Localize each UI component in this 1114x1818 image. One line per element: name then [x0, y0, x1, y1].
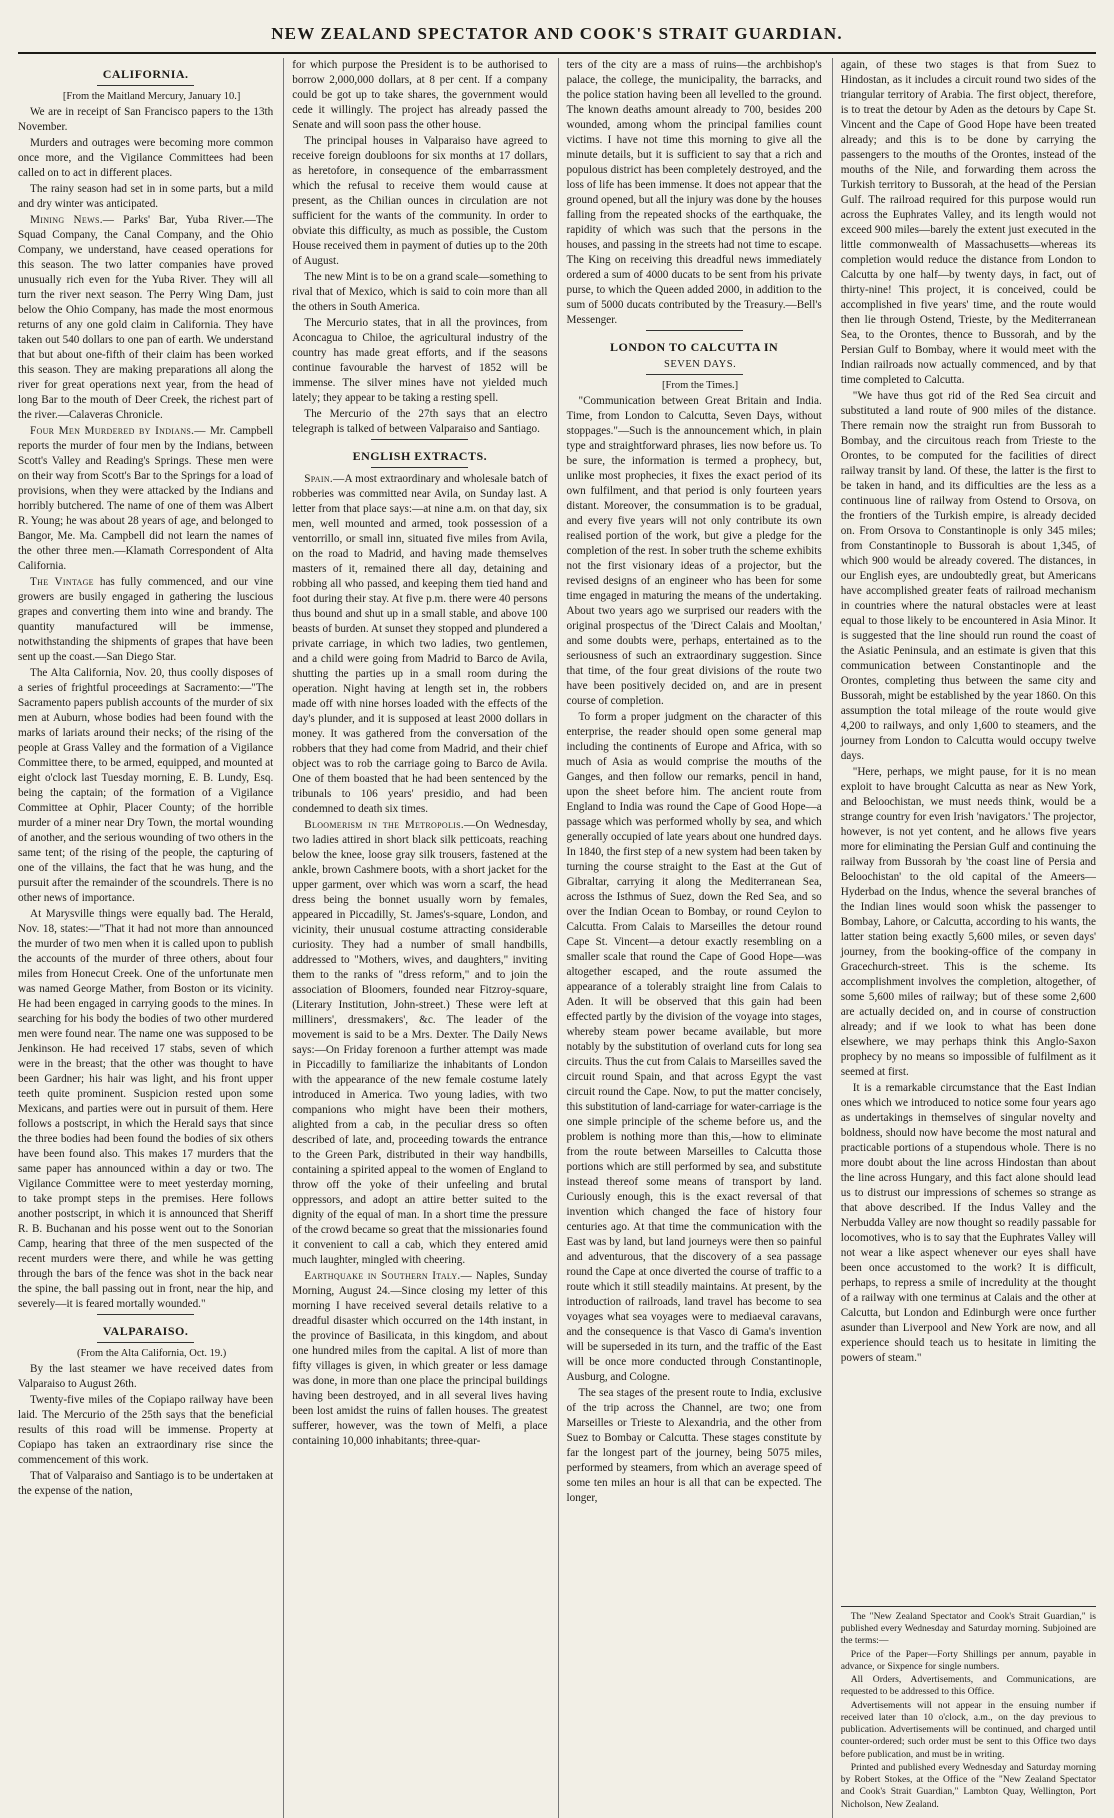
paragraph: At Marysville things were equally bad. The Herald, Nov. 18, states:—"That it had not more than announced the murder of two men when it is called upon to publish the accounts of the murder of three others, about four miles from Honecut Creek. One of the unfortunate men was named George Mather, from Boston or its vicinity. He had been engaged in carrying goods to the mines. In searching for his body the bodies of two other murdered men were found near. The name one was supposed to be Jenkinson. He had received 17 stabs, seven of which were in the breast; that the other was thought to have been Gardner; his hair was light, and his front upper teeth quite prominent. Suspicion rested upon some Mexicans, and parties were out in pursuit of them. Here follows a postscript, in which the Herald says that since the three bodies had been found the bodies of six others have been found also. This makes 17 murders that the same paper has announced within a day or two. The Vigilance Committee were to meet yesterday morning, to take prompt steps in the premises. Here follows another postscript, in which it is announced that Sheriff R. B. Buchanan and his posse went out to the Sonorian Camp, hearing that three of the men suspected of the recent murders were there, and while he was getting through the bars of the fence was shot in the back near the spine, the ball passing out in front, near the hip, and severely—it is feared mortally wounded." — [18, 908, 274, 1311]
paragraph-body: Mr. Campbell reports the murder of four men by the Indians, between Scott's Valley and Reading's Springs. These men were on their way from Scott's Bar to the Springs for a load of provisions, when they were attacked by the Indians and horribly butchered. The name of one of them was Albert R. Young; he was about 28 years of age, and belonged to Bangor, Me. Ma. Campbell did not learn the names of the other three men.—Klamath Correspondent of Alta California. — [18, 425, 274, 573]
california-source: [From the Maitland Mercury, January 10.] — [62, 91, 241, 103]
english-extracts-heading: ENGLISH EXTRACTS. — [352, 449, 488, 463]
column-1 — [18, 58, 273, 1818]
paragraph-body: Parks' Bar, Yuba River.—The Squad Company, the Canal Company, and the Ohio Company, we understand, have ceased operations for this season. The two latter companies have proved unusually rich even for the Yuba River. They will all turn the river next season. The Perry Wing Dam, just below the Ohio Company, has made the most enormous returns of any one gold claim in California. They have taken out 540 dollars to one pan of earth. We understand that but about one-fifth of their claim has been worked this season. They are making preparations all along the river for great operations next year, from the head of long Bar to the mouth of Deer Creek, the richest part of the river.—Calaveras Chronicle. — [18, 214, 274, 422]
section-rule — [371, 439, 468, 440]
paragraph — [18, 575, 273, 665]
imprint-line: The "New Zealand Spectator and Cook's Strait Guardian," is published every Wednesday and Saturday morning. Subjoined are the terms:— — [840, 1610, 1096, 1647]
london-calcutta-subheading: SEVEN DAYS. — [664, 359, 737, 371]
paragraph-body: A most extraordinary and wholesale batch of robberies was committed near Avila, on Sunday last. A letter from that place says:—at nine a.m. on that day, six men, well mounted and armed, took possession of a ventorrillo, or small inn, situated five miles from Avila, on the road to Madrid, and having made themselves masters of it, remained there all day, detaining and robbing all who passed, and keeping them tied hand and foot during their stay. At five p.m. there were 40 persons thus bound and shut up in a small stable, and above 100 beasts of burden. At sunset they stopped and plundered a private carriage, in which two ladies, two gentlemen, and a child were going from Madrid to Barco de Avila, shutting the parties up in a small room during the operation. Night having at length set in, the robbers made off with nine horses loaded with the effects of the day's plunder, and it is supposed at least 2000 dollars in money. It was gathered from the conversation of the robbers that they had come from Madrid, and their chief object was to rob the carriage going to Barco de Avila. One of them boasted that he had been sentenced by the tribunals to 106 years' presidio, and had been condemned to death six times. — [292, 473, 548, 816]
paragraph — [292, 472, 547, 817]
paragraph: The Alta California, Nov. 20, thus coolly disposes of a series of frightful proceedings at Sacramento:—"The Sacramento papers publish accounts of the murder of six men at Auburn, whose bodies had been found with the marks of lariats around their necks; of the rising of the people at Grass Valley and the formation of a Vigilance Committee there, to be armed, equipped, and mounted at eight o'clock last Tuesday morning, E. B. Lundy, Esq. being the captain; of the formation of a Vigilance Committee at Ophir, Placer County; of the horrible murder of a miner near Dry Town, the mortal wounding of another, and the serious wounding of two others in the same tent; of the rising of the people, the capturing of one of the villains, the fact that he was hung, and the pursuit after the remainder of the scoundrels. There is no other news of importance. — [18, 667, 274, 905]
paragraph-body: On Wednesday, two ladies attired in short black silk petticoats, reaching below the knee, loose gray silk trousers, fastened at the ankle, brown Cashmere boots, with a short jacket for the upper garment, over which was worn a scarf, the head dress being the bonnet usually worn by females, appeared in Piccadilly, St. James's-square, London, and vicinity, their unusual costume attracting considerable curiosity. They had a number of small handbills, addressed to "Mothers, wives, and daughters," inviting them to the ranks of "dress reform," and to join the association of Bloomers, founded near Fitzroy-square, (Literary Institution, John-street.) These were left at milliners', dressmakers', &c. The leader of the movement is said to be a Mrs. Dexter. The Daily News says:—On Friday forenoon a further attempt was made in Piccadilly to familiarize the inhabitants of London with the appearance of the new female costume lately introduced in America. Two young ladies, with two companions who might have been their mothers, alighted from a cab, in the peculiar dress so often described of late, and, proceeding towards the entrance to the Green Park, distributed in their way handbills, containing a spirited appeal to the women of England to throw off the yoke of their unfeeling and brutal oppressors, and adopt an attire better suited to the dignity of the equal of man. In a short time the pressure of the crowd became so great that the missionaries found it convenient to call a cab, which they entered amid much laughter, mingled with cheering. — [292, 819, 548, 1267]
paragraph: "We have thus got rid of the Red Sea circuit and substituted a land route of 900 miles of the distance. There remain now the straight run from Bussorah to Bombay, and the circuitous reach from Trieste to the Orontes, to be computed for the facilities of direct railway transit by land. Of these, the latter is the first to be taken in hand, and its difficulties are the less as a continuous line of railway from Ostend to Orsova, on the frontiers of the Turkish empire, is already decided on. From Orsova to Constantinople is only 345 miles; from Constantinople to Bussorah is about 1,345, of which 900 would be already covered. The distances, in our English eyes, are undoubtedly great, but Americans have accomplished greater feats of railroad mechanism in countries where the natural obstacles were at least equal to those likely to be encountered in Asia Minor. It is suggested that the line should run round the coast of the Asiatic Peninsula, and an estimate is given that this communication between Constantinople and the Orontes, completing thus between the same city and Bussorah, might be established by the year 1860. On this assumption the total mileage of the route would give 4,200 to railways, and only 1,600 to steamers, and the journey from London to Calcutta would occupy twelve days. — [840, 390, 1096, 762]
paragraph-lead: Four Men Murdered by Indians.— — [30, 425, 206, 438]
imprint-box — [841, 1606, 1096, 1812]
paragraph: Twenty-five miles of the Copiapo railway have been laid. The Mercurio of the 25th says that the beneficial results of this road will be immense. Property at Copiapo has taken an extraordinary rise since the commencement of this work. — [18, 1394, 274, 1467]
valparaiso-heading: VALPARAISO. — [102, 1324, 189, 1339]
column-2 — [283, 58, 547, 1818]
paragraph: We are in receipt of San Francisco papers to the 13th November. — [18, 106, 274, 134]
imprint-line: Printed and published every Wednesday and Saturday morning by Robert Stokes, at the Office of the "New Zealand Spectator and Cook's Strait Guardian," Lambton Quay, Wellington, Port Nicholson, New Zealand. — [840, 1761, 1096, 1810]
paragraph: The principal houses in Valparaiso have agreed to receive foreign doubloons for six months at 17 dollars, as heretofore, in consequence of the embarrassment which the refusal to receive them would cause at present, as the Chilian ounces in circulation are not sufficient for the wants of the community. In order to obviate this difficulty, as much as possible, the Custom House received them in payment of duties up to the 20th of August. — [292, 135, 548, 267]
paragraph: The Mercurio of the 27th says that an electro telegraph is talked of between Valparaiso and Santiago. — [292, 408, 548, 435]
column-4 — [832, 58, 1096, 1818]
paragraph: To form a proper judgment on the character of this enterprise, the reader should open some general map including the continents of Europe and Africa, with so much of Asia as would comprise the mouths of the Ganges, and then follow our remarks, pencil in hand, upon the sheet before him. The ancient route from England to India was round the Cape of Good Hope—a passage which was performed wholly by sea, and which generally occupied of late years about one hundred days. In 1840, the first step of a new system had been taken by turning the course straight to the East at the Gut of Gibraltar, carrying it along the Mediterranean Sea, across the Isthmus of Suez, down the Red Sea, and so over the Indian Ocean to Bombay, or round Ceylon to Calcutta. From Calais to Marseilles the detour round Cape St. Vincent—a detour exactly resembling on a smaller scale that round the Cape of Good Hope—was altogether escaped, and the route assumed the appearance of a tolerably straight line from Calais to Aden. It will be observed that this gain had been effected partly by the division of the voyage into stages, whereby steam power became available, but more notably by the substitution of overland cuts for long sea circuits. Thus the cut from Calais to Marseilles saved the circuit round Spain, and that across Egypt the vast circuit round the Cape. Now, to put the matter concisely, this substitution of land-carriage for water-carriage is the one simple principle of the scheme before us, and the problem is nothing more than this,—how to eliminate from the route between Marseilles to Calcutta those portions which are still performed by sea, and substitute instead thereof some means of transport by land. Curiously enough, this is the exact reversal of that invention which changed the face of history four centuries ago. At that time the communication with the East was by land, but land journeys were then so painful and adventurous, that the discovery of a sea passage round the Cape at once diverted the course of traffic to a route which it still steadily maintains. At present, by the introduction of railroads, land travel has become to sea voyages what sea voyages were to mediaeval caravans, and the consequence is that Vasco di Gama's invention will be superseded in its turn, and the traffic of the East will be once more conducted through Constantinople, Ausburg, and Cologne. — [566, 711, 822, 1384]
paragraph-lead: The Vintage — [30, 576, 94, 589]
paragraph: "Here, perhaps, we might pause, for it is no mean exploit to have brought Calcutta as near as New York, and Beloochistan, we must needs think, would be a strange country for even Irish 'navigators.' The projector, however, is not yet content, and he allows five years more for eliminating the Persian Gulf and continuing the railway from Bussorah by 'the coast line of Persia and Beloochistan' to the old capital of the Ameers—Hyderbad on the Indus, whence the several branches of the Indian lines would soon whisk the passenger to Bombay, Lahore, or Calcutta, according to his wants, the latter station being exactly 5,600 miles, or seven days' journey, from the booking-office of the company in Gracechurch-street. This is the scheme. Its accomplishment involves the completion, altogether, of some 5,600 miles of railway; but of these some 2,600 are actually decided on, and in course of construction already; and if we look to what has been done elsewhere, we may perhaps think this Anglo-Saxon prophecy by no means so impossible of fulfilment as it seemed at first. — [840, 766, 1096, 1078]
paragraph: The rainy season had set in in some parts, but a mild and dry winter was anticipated. — [18, 183, 274, 211]
paragraph: By the last steamer we have received dates from Valparaiso to August 26th. — [18, 1363, 274, 1391]
paragraph: That of Valparaiso and Santiago is to be undertaken at the expense of the nation, — [18, 1470, 274, 1498]
london-calcutta-heading: LONDON TO CALCUTTA IN — [610, 340, 779, 354]
paragraph-lead: Spain.— — [304, 473, 345, 486]
heading-rule — [97, 85, 194, 86]
paragraph: The Mercurio states, that in all the provinces, from Aconcagua to Chiloe, the agricultural industry of the country has made great efforts, and if the seasons continue favourable the harvest of 1852 will be immense. The silver mines have not yielded much lately; they appear to be taking a resting spell. — [292, 317, 548, 404]
columns — [18, 58, 1096, 1818]
heading-rule — [97, 1342, 194, 1343]
paragraph — [18, 424, 273, 574]
paragraph: The new Mint is to be on a grand scale—something to rival that of Mexico, which is said to coin more than all the others in South America. — [292, 271, 548, 313]
imprint-line: Advertisements will not appear in the ensuing number if received later than 10 o'clock, a.m., on the day previous to publication. Advertisements will be continued, and charged until counter-ordered; such order must be sent to this Office two days before publication, and must be in writing. — [840, 1699, 1096, 1760]
imprint-line: Price of the Paper—Forty Shillings per annum, payable in advance, or Sixpence for single numbers. — [840, 1648, 1096, 1672]
paragraph-body: Naples, Sunday Morning, August 24.—Since closing my letter of this morning I have received several details relative to a dreadful disaster which occurred on the 14th instant, in the province of Basilicata, in this kingdom, and about one hundred miles from the capital. A list of more than fifty villages is given, in which greater or less damage was done, in more than one place the principal buildings having been destroyed, and in all several lives having been lost amidst the ruins of fallen houses. The greatest sufferer, however, was the town of Melfi, a place containing 10,000 inhabitants; three-quar- — [292, 1270, 548, 1448]
section-rule — [97, 1314, 194, 1315]
paragraph: Murders and outrages were becoming more common once more, and the Vigilance Committees had been called on to act in different places. — [18, 137, 274, 180]
paragraph: The sea stages of the present route to India, exclusive of the trip across the Channel, are two; one from Marseilles or Trieste to Alexandria, and the other from Suez to Bombay or Calcutta. These stages constitute by far the longest part of the journey, being 5075 miles, performed by steamers, from which an average speed of some ten miles an hour is all that can be expected. The longer, — [566, 1387, 822, 1505]
paragraph — [18, 213, 273, 423]
section-rule — [646, 330, 743, 331]
column-3 — [558, 58, 822, 1818]
paragraph — [292, 818, 547, 1268]
heading-rule — [371, 467, 468, 468]
paragraph — [292, 1269, 547, 1449]
paragraph: again, of these two stages is that from Suez to Hindostan, as it includes a circuit round two sides of the triangular territory of Arabia. The first object, therefore, is to treat the detour by Aden as the detours by Cape St. Vincent and the Cape of Good Hope have been treated already; and this is to be done by carrying the passengers to the mouths of the Orontes, instead of the mouths of the Nile, and forwarding them across the Turkish territory to Bussorah, at the head of the Persian Gulf. The railroad required for this purpose would run across the Euphrates Valley, and its length would not exceed 900 miles—barely the extent just executed in the little commonwealth of Massachusetts—whereas its completion would reduce the distance from London to Calcutta by one half—by twenty days, in fact, out of thirty-nine! This project, it is conceived, could be accomplished in five years' time, and the route would then lie through Ostend, Trieste, by the Mediterranean Sea, to the Orontes, thence to Bussorah, and by the Persian Gulf to Bombay, where it would meet with the Indian railroads now actually commenced, and by that time completed to Calcutta. — [840, 59, 1096, 386]
paragraph-body: has fully commenced, and our vine growers are busily engaged in gathering the luscious grapes and converting them into wine and brandy. The quantity manufactured will be immense, notwithstanding the shipments of grapes that have been sent up the coast.—San Diego Star. — [18, 576, 274, 664]
paragraph-lead: Mining News.— — [30, 214, 115, 227]
paragraph: for which purpose the President is to be authorised to borrow 2,000,000 dollars, at 8 per cent. If a company could be got up to take shares, the government would cede it willingly. The project has already passed the Senate and will soon pass the other house. — [292, 59, 548, 131]
california-heading: CALIFORNIA. — [102, 67, 189, 81]
london-calcutta-source: [From the Times.] — [662, 380, 739, 392]
paragraph-lead: Earthquake in Southern Italy.— — [304, 1270, 472, 1283]
paragraph: It is a remarkable circumstance that the East Indian ones which we introduced to notice some four years ago as undertakings in themselves of singular novelty and boldness, should now have become the most natural and practicable portions of a stupendous whole. There is no more doubt about the line across Hindostan than about the line across Hungary, and this fact alone should lead us to distrust our impressions of schemes so strange as that above described. If the Indus Valley and the Nerbudda Valley are now thought so readily passable for locomotives, who is to say that the Euphrates Valley will not wear a like aspect whenever our eyes shall have been once accustomed to the work? It is difficult, perhaps, to repress a smile of incredulity at the thought of a railway with one terminus at Calais and the other at Calcutta, but London and Edinburgh were once further asunder than Liverpool and New York are now, and all experience should teach us to hesitate in limiting the powers of steam." — [840, 1082, 1096, 1364]
paragraph: ters of the city are a mass of ruins—the archbishop's palace, the college, the municipality, the barracks, and the police station having been all levelled to the ground. The known deaths amount already to 700, besides 200 wounded, among whom the principal families count victims. I have not time this morning to give all the minute details, but it is sufficient to say that a rich and populous district has been completely destroyed, and the loss of life has been immense. It does not appear that the ground opened, but all the injury was done by the houses falling from the repeated shocks of the earthquake, the rapidity of which was such that the persons in the houses, and passing in the streets had not time to escape. The King on receiving this dreadful news immediately ordered a sum of 4000 ducats to be sent from his private purse, to which the Queen added 2000, in addition to the sum of 5000 ducats contributed by the Treasury.—Bell's Messenger. — [566, 59, 822, 326]
paragraph-lead: Bloomerism in the Metropolis.— — [304, 819, 476, 832]
imprint-line: All Orders, Advertisements, and Communications, are requested to be addressed to this Office. — [840, 1674, 1096, 1698]
paragraph: "Communication between Great Britain and India. Time, from London to Calcutta, Seven Days, without stoppages."—Such is the announcement which, in plain type and straightforward phrases, lies now before us. To be sure, the information is termed a prophecy, but, unlike most prophecies, it fixes the exact period of its own fulfilment, and that period is only fourteen years distant. Moreover, the consummation is to be gradual, and every five years will not only contribute its own realised portion of the work, but give a pledge for the completion of the rest. In sober truth the scheme exhibits not the first visionary ideas of a projector, but the revised designs of an engineer who has been for some time engaged in maturing the means of the undertaking. About two years ago we surprised our readers with the original prospectus of the 'Direct Calais and Mooltan,' and some doubts were, perhaps, entertained as to the seriousness of such an extraordinary suggestion. Since that time, of the four great divisions of the route two have been positively decided on, and are in present course of completion. — [566, 395, 822, 708]
masthead: NEW ZEALAND SPECTATOR AND COOK'S STRAIT GUARDIAN. — [18, 14, 1096, 54]
heading-rule — [646, 374, 743, 375]
valparaiso-source: (From the Alta California, Oct. 19.) — [76, 1348, 227, 1360]
